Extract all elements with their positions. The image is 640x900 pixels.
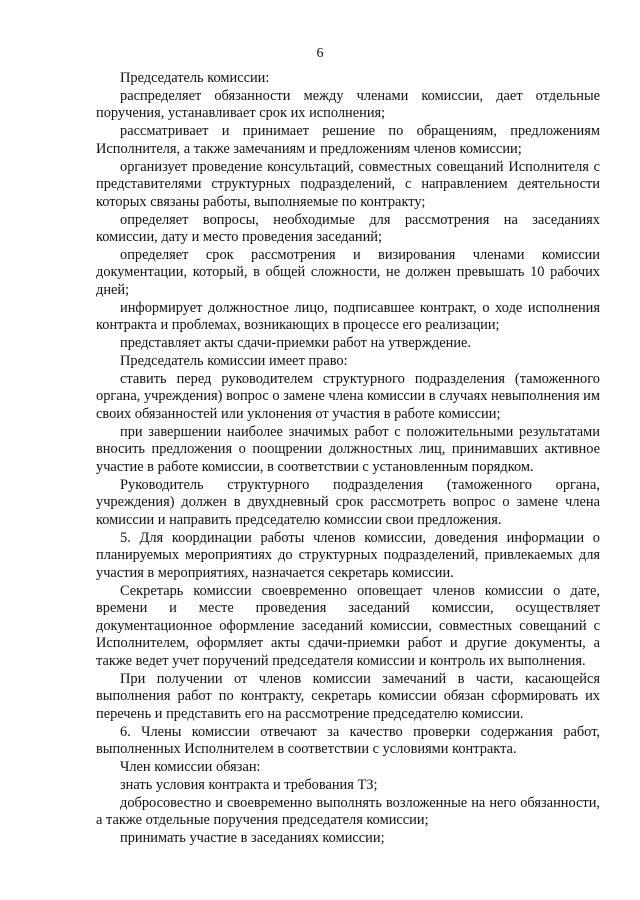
paragraph: Руководитель структурного подразделения (таможенного органа, учреждения) должен в двухдневный срок рассмотреть вопрос о замене члена комиссии и направить председателю комиссии свои предложения. — [96, 476, 600, 528]
paragraph: При получении от членов комиссии замечаний в части, касающейся выполнения работ по контракту, секретарь комиссии обязан сформировать их перечень и представить его на рассмотрение председателю комиссии. — [96, 670, 600, 722]
paragraph-section-6: 6. Члены комиссии отвечают за качество проверки содержания работ, выполненных Исполнителем в соответствии с условиями контракта. — [96, 723, 600, 758]
page-number: 6 — [316, 46, 324, 61]
paragraph: при завершении наиболее значимых работ с положительными результатами вносить предложения о поощрении должностных лиц, принимавших активное участие в работе комиссии, в соответствии с установленным порядком. — [96, 423, 600, 475]
paragraph-section-5: 5. Для координации работы членов комиссии, доведения информации о планируемых мероприятиях до структурных подразделений, привлекаемых для участия в мероприятиях, назначается секретарь комиссии. — [96, 529, 600, 581]
paragraph-member-heading: Член комиссии обязан: — [120, 759, 261, 776]
paragraph: информирует должностное лицо, подписавшее контракт, о ходе исполнения контракта и проблемах, возникающих в процессе его реализации; — [96, 299, 600, 334]
paragraph: принимать участие в заседаниях комиссии; — [120, 830, 385, 847]
paragraph: ставить перед руководителем структурного подразделения (таможенного органа, учреждения) вопрос о замене члена комиссии в случаях невыполнения им своих обязанностей или уклонения от участия в работе комиссии; — [96, 370, 600, 422]
paragraph: Секретарь комиссии своевременно оповещает членов комиссии о дате, времени и месте проведения заседаний комиссии, осуществляет документационное оформление заседаний комиссии, совместных совещаний с Исполнителем, оформляет акты сдачи-приемки работ и другие документы, а также ведет учет поручений председателя комиссии и контроль их выполнения. — [96, 582, 600, 670]
paragraph: определяет вопросы, необходимые для рассмотрения на заседаниях комиссии, дату и место проведения заседаний; — [96, 211, 600, 246]
document-body — [96, 70, 600, 848]
paragraph-chairman-rights-heading: Председатель комиссии имеет право: — [120, 353, 348, 369]
paragraph: распределяет обязанности между членами комиссии, дает отдельные поручения, устанавливает срок их исполнения; — [96, 87, 600, 122]
paragraph: определяет срок рассмотрения и визирования членами комиссии документации, который, в общей сложности, не должен превышать 10 рабочих дней; — [96, 246, 600, 299]
paragraph: знать условия контракта и требования ТЗ; — [120, 776, 378, 793]
paragraph-chairman-heading: Председатель комиссии: — [120, 70, 270, 86]
paragraph: представляет акты сдачи-приемки работ на утверждение. — [120, 335, 472, 352]
paragraph: организует проведение консультаций, совместных совещаний Исполнителя с представителями структурных подразделений, с направлением деятельности которых связаны работы, выполняемые по контракту; — [96, 158, 600, 210]
paragraph: рассматривает и принимает решение по обращениям, предложениям Исполнителя, а также замечаниям и предложениям членов комиссии; — [96, 123, 600, 157]
paragraph: добросовестно и своевременно выполнять возложенные на него обязанности, а также отдельные поручения председателя комиссии; — [96, 794, 600, 829]
